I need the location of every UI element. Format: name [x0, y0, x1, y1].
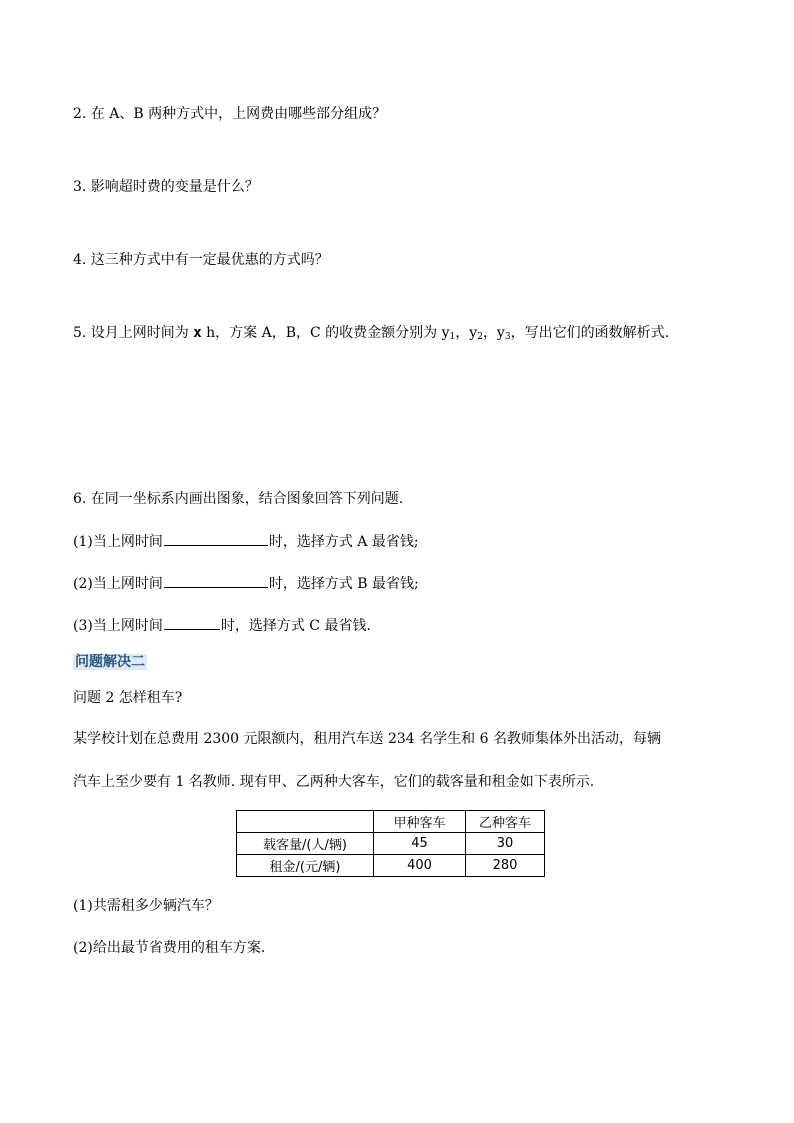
question-5-prefix: 5. 设月上网时间为 [73, 325, 194, 341]
table-row [237, 855, 545, 877]
question-5-sep2: ，y [482, 325, 505, 341]
question-6-part-2 [73, 572, 419, 594]
q6-2-prefix: (2)当上网时间 [73, 576, 163, 592]
question-3: 3. 影响超时费的变量是什么？ [73, 179, 259, 195]
question-2: 2. 在 A、B 两种方式中，上网费由哪些部分组成？ [73, 106, 387, 122]
subscript-3: 3 [504, 332, 511, 342]
variable-x: x [193, 325, 202, 341]
bus-info-table [236, 810, 545, 877]
question-6-part-3 [73, 614, 371, 636]
subscript-2: 2 [477, 332, 483, 342]
question-6-part-1 [73, 530, 419, 552]
section-heading: 问题解决二 [75, 654, 145, 670]
question-6: 6. 在同一坐标系内画出图象，结合图象回答下列问题. [73, 491, 404, 507]
q6-1-prefix: (1)当上网时间 [73, 534, 163, 550]
sub-question-1: (1)共需租多少辆汽车？ [73, 898, 219, 914]
table-header-cell [237, 811, 374, 833]
question-5 [73, 323, 669, 347]
question-5-sep1: ，y [455, 325, 478, 341]
problem-2-line-1: 某学校计划在总费用 2300 元限额内，租用汽车送 234 名学生和 6 名教师集体外出活动，每辆 [73, 731, 661, 747]
q6-3-prefix: (3)当上网时间 [73, 618, 163, 634]
section-heading-wrap [73, 652, 147, 672]
problem-2-title: 问题 2 怎样租车? [73, 690, 183, 706]
table-cell: 载客量/(人/辆) [237, 833, 374, 855]
table-cell: 280 [466, 855, 545, 877]
table-row [237, 833, 545, 855]
question-5-suffix: ，写出它们的函数解析式. [510, 325, 670, 341]
answer-blank-1[interactable] [164, 530, 268, 546]
sub-question-2: (2)给出最节省费用的租车方案. [73, 940, 266, 956]
question-4: 4. 这三种方式中有一定最优惠的方式吗？ [73, 252, 329, 268]
answer-blank-2[interactable] [164, 572, 268, 588]
question-5-middle: h，方案 A，B，C 的收费金额分别为 y [201, 325, 450, 341]
q6-2-suffix: 时，选择方式 B 最省钱; [268, 576, 419, 592]
problem-2-line-2: 汽车上至少要有 1 名教师. 现有甲、乙两种大客车，它们的载客量和租金如下表所示. [73, 774, 595, 790]
table-cell: 400 [374, 855, 466, 877]
table-header-row [237, 811, 545, 833]
q6-1-suffix: 时，选择方式 A 最省钱; [268, 534, 419, 550]
table-cell: 租金/(元/辆) [237, 855, 374, 877]
table-header-cell: 甲种客车 [374, 811, 466, 833]
table-header-cell: 乙种客车 [466, 811, 545, 833]
table-cell: 45 [374, 833, 466, 855]
table-cell: 30 [466, 833, 545, 855]
q6-3-suffix: 时，选择方式 C 最省钱. [220, 618, 371, 634]
answer-blank-3[interactable] [164, 614, 220, 630]
subscript-1: 1 [449, 332, 456, 342]
